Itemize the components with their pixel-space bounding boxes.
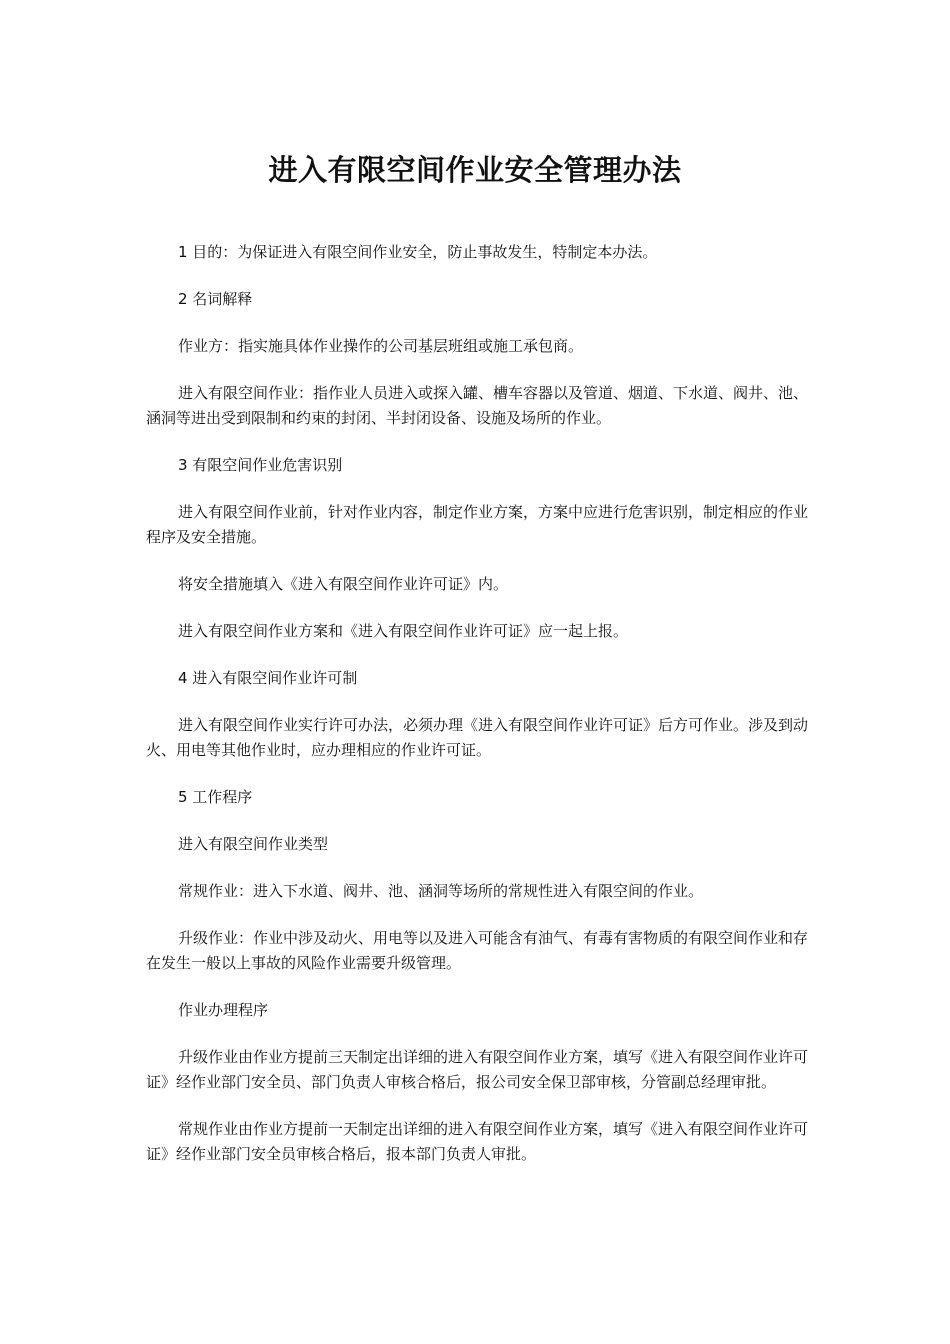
paragraph-hazard-permit: 将安全措施填入《进入有限空间作业许可证》内。 — [178, 575, 509, 593]
paragraph-term-operator: 作业方：指实施具体作业操作的公司基层班组或施工承包商。 — [178, 337, 584, 355]
section-heading-procedure: 5 工作程序 — [178, 788, 253, 806]
paragraph-upgraded-procedure: 升级作业由作业方提前三天制定出详细的进入有限空间作业方案，填写《进入有限空间作业许可证》经作业部门安全员、部门负责人审核合格后，报公司安全保卫部审核，分管副总经理审批。 — [146, 1048, 809, 1091]
paragraph-purpose: 1 目的：为保证进入有限空间作业安全，防止事故发生，特制定本办法。 — [178, 243, 658, 261]
subheading-procedure-steps: 作业办理程序 — [178, 1001, 269, 1019]
section-heading-hazard: 3 有限空间作业危害识别 — [178, 456, 343, 474]
subheading-work-types: 进入有限空间作业类型 — [178, 835, 329, 853]
document-body — [146, 240, 810, 1189]
document-title: 进入有限空间作业安全管理办法 — [268, 153, 682, 187]
paragraph-routine-procedure: 常规作业由作业方提前一天制定出详细的进入有限空间作业方案，填写《进入有限空间作业许可证》经作业部门安全员审核合格后，报本部门负责人审批。 — [146, 1120, 809, 1163]
paragraph-hazard-report: 进入有限空间作业方案和《进入有限空间作业许可证》应一起上报。 — [178, 622, 629, 640]
paragraph-permit-rule: 进入有限空间作业实行许可办法，必须办理《进入有限空间作业许可证》后方可作业。涉及到动火、用电等其他作业时，应办理相应的作业许可证。 — [146, 716, 809, 759]
paragraph-routine-work: 常规作业：进入下水道、阀井、池、涵洞等场所的常规性进入有限空间的作业。 — [178, 882, 704, 900]
section-heading-terms: 2 名词解释 — [178, 290, 253, 308]
paragraph-term-confined-space: 进入有限空间作业：指作业人员进入或探入罐、槽车容器以及管道、烟道、下水道、阀井、池、涵洞等进出受到限制和约束的封闭、半封闭设备、设施及场所的作业。 — [146, 384, 809, 427]
paragraph-hazard-plan: 进入有限空间作业前，针对作业内容，制定作业方案，方案中应进行危害识别，制定相应的作业程序及安全措施。 — [146, 503, 809, 546]
paragraph-upgraded-work: 升级作业：作业中涉及动火、用电等以及进入可能含有油气、有毒有害物质的有限空间作业和存在发生一般以上事故的风险作业需要升级管理。 — [146, 929, 809, 972]
section-heading-permit: 4 进入有限空间作业许可制 — [178, 669, 358, 687]
